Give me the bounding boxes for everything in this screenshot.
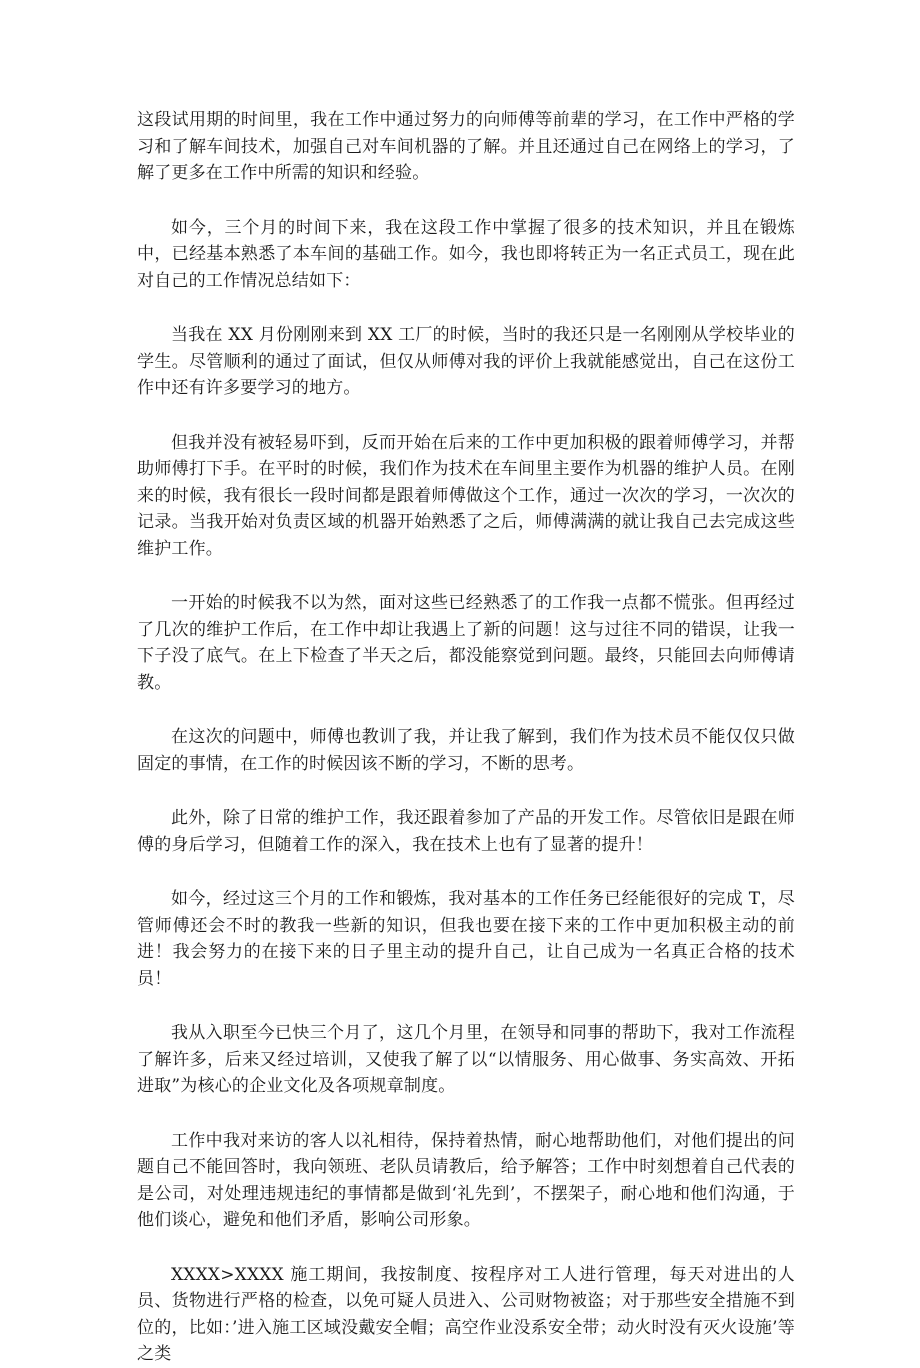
paragraph-9: 我从入职至今已快三个月了，这几个月里，在领导和同事的帮助下，我对工作流程了解许多，后来又经过培训，又使我了解了以“以情服务、用心做事、务实高效、开拓进取”为核心的企业文化及各项规章制度。 bbox=[137, 1023, 795, 1096]
paragraph-6: 在这次的问题中，师傅也教训了我，并让我了解到，我们作为技术员不能仅仅只做固定的事情，在工作的时候因该不断的学习，不断的思考。 bbox=[137, 727, 795, 774]
paragraph-2: 如今，三个月的时间下来，我在这段工作中掌握了很多的技术知识，并且在锻炼中，已经基本熟悉了本车间的基础工作。如今，我也即将转正为一名正式员工，现在此对自己的工作情况总结如下： bbox=[137, 217, 795, 291]
paragraph-8: 如今，经过这三个月的工作和锻炼，我对基本的工作任务已经能很好的完成 T，尽管师傅还会不时的教我一些新的知识，但我也要在接下来的工作中更加积极主动的前进！我会努力的在接下来的日子里主动的提升自己，让自己成为一名真正合格的技术员！ bbox=[137, 889, 795, 989]
paragraph-5: 一开始的时候我不以为然，面对这些已经熟悉了的工作我一点都不慌张。但再经过了几次的维护工作后，在工作中却让我遇上了新的问题！这与过往不同的错误，让我一下子没了底气。在上下检查了半天之后，都没能察觉到问题。最终，只能回去向师傅请教。 bbox=[137, 593, 795, 693]
paragraph-4: 但我并没有被轻易吓到，反而开始在后来的工作中更加积极的跟着师傅学习，并帮助师傅打下手。在平时的时候，我们作为技术在车间里主要作为机器的维护人员。在刚来的时候，我有很长一段时间都是跟着师傅做这个工作，通过一次次的学习，一次次的记录。当我开始对负责区域的机器开始熟悉了之后，师傅满满的就让我自己去完成这些维护工作。 bbox=[137, 432, 795, 559]
document-body bbox=[137, 107, 795, 1368]
paragraph-7: 此外，除了日常的维护工作，我还跟着参加了产品的开发工作。尽管依旧是跟在师傅的身后学习，但随着工作的深入，我在技术上也有了显著的提升！ bbox=[137, 808, 795, 855]
paragraph-3: 当我在 XX 月份刚刚来到 XX 工厂的时候，当时的我还只是一名刚刚从学校毕业的学生。尽管顺利的通过了面试，但仅从师傅对我的评价上我就能感觉出，自己在这份工作中还有许多要学习的地方。 bbox=[137, 325, 795, 398]
paragraph-10: 工作中我对来访的客人以礼相待，保持着热情，耐心地帮助他们，对他们提出的问题自己不能回答时，我向领班、老队员请教后，给予解答；工作中时刻想着自己代表的是公司，对处理违规违纪的事情都是做到‘礼先到’，不摆架子，耐心地和他们沟通，于他们谈心，避免和他们矛盾，影响公司形象。 bbox=[137, 1130, 795, 1230]
paragraph-11: XXXX>XXXX 施工期间，我按制度、按程序对工人进行管理，每天对进出的人员、货物进行严格的检查，以免可疑人员进入、公司财物被盗；对于那些安全措施不到位的，比如：’进入施工区域没戴安全帽；高空作业没系安全带；动火时没有灭火设施’等之类 bbox=[137, 1264, 795, 1364]
paragraph-1: 这段试用期的时间里，我在工作中通过努力的向师傅等前辈的学习，在工作中严格的学习和了解车间技术，加强自己对车间机器的了解。并且还通过自己在网络上的学习，了解了更多在工作中所需的知识和经验。 bbox=[137, 110, 795, 183]
